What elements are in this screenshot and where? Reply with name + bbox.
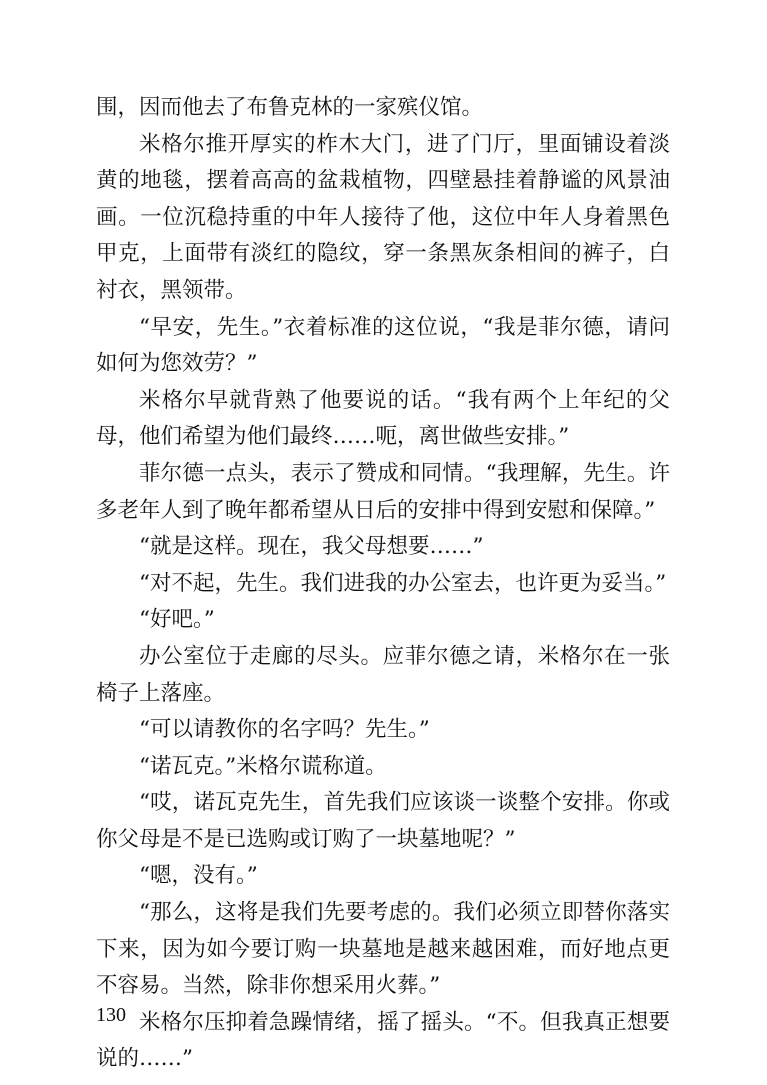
paragraph-14: “那么，这将是我们先要考虑的。我们必须立即替你落实下来，因为如今要订购一块墓地是越来越困难，而好地点更不容易。当然，除非你想采用火葬。” [96, 900, 670, 999]
paragraph-4: 米格尔早就背熟了他要说的话。“我有两个上年纪的父母，他们希望为他们最终……呃，离世做些安排。” [96, 387, 670, 450]
paragraph-13: “嗯，没有。” [139, 863, 258, 889]
paragraph-8: “好吧。” [139, 607, 215, 633]
paragraph-5: 菲尔德一点头，表示了赞成和同情。“我理解，先生。许多老年人到了晚年都希望从日后的安排中得到安慰和保障。” [96, 460, 670, 523]
paragraph-12: “哎，诺瓦克先生，首先我们应该谈一谈整个安排。你或你父母是不是已选购或订购了一块墓地呢？” [96, 790, 670, 852]
paragraph-15: 米格尔压抑着急躁情绪，摇了摇头。“不。但我真正想要说的……” [96, 1009, 670, 1072]
paragraph-6: “就是这样。现在，我父母想要……” [139, 534, 484, 560]
paragraph-10: “可以请教你的名字吗？先生。” [139, 717, 430, 743]
paragraph-1: 围，因而他去了布鲁克林的一家殡仪馆。 [96, 95, 484, 120]
paragraph-2: 米格尔推开厚实的柞木大门，进了门厅，里面铺设着淡黄的地毯，摆着高高的盆栽植物，四壁悬挂着静谧的风景油画。一位沉稳持重的中年人接待了他，这位中年人身着黑色甲克，上面带有淡红的隐纹，穿一条黑灰条相间的裤子，白衬衣，黑领带。 [96, 131, 670, 303]
paragraph-7: “对不起，先生。我们进我的办公室去，也许更为妥当。” [139, 570, 667, 596]
paragraph-9: 办公室位于走廊的尽头。应菲尔德之请，米格尔在一张椅子上落座。 [96, 643, 670, 706]
paragraph-3: “早安，先生。”衣着标准的这位说，“我是菲尔德，请问如何为您效劳？” [96, 314, 670, 377]
paragraph-11: “诺瓦克。”米格尔谎称道。 [139, 753, 387, 779]
page-number: 130 [96, 1004, 126, 1026]
page-body [96, 90, 670, 1078]
